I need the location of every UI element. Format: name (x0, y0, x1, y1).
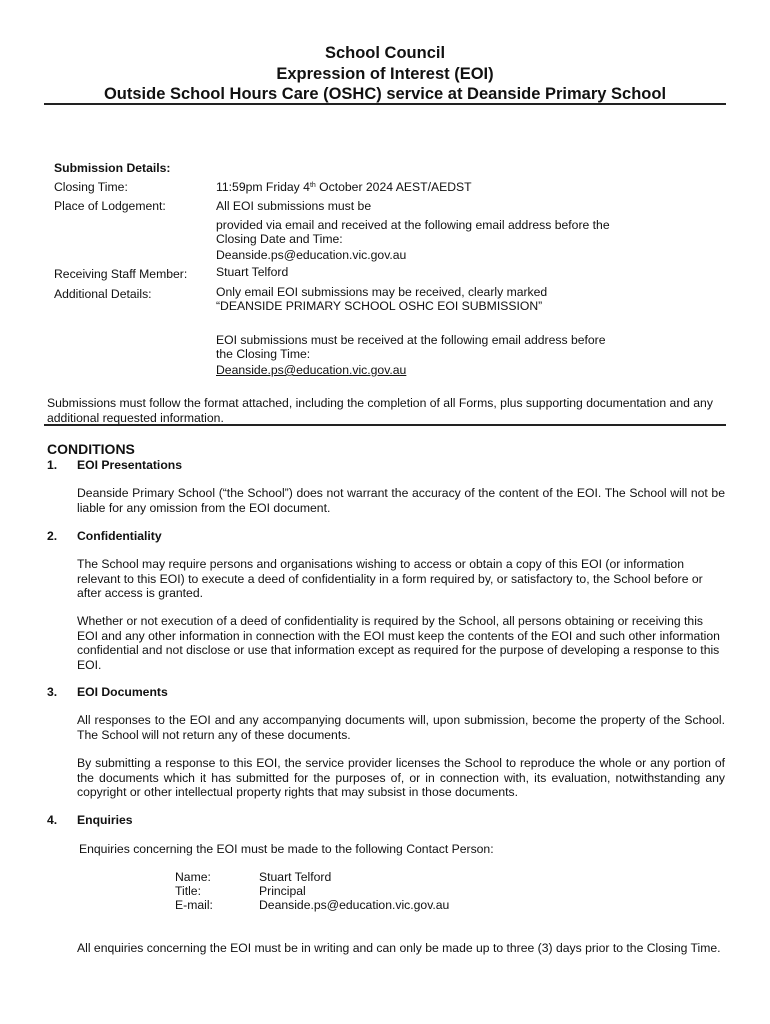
section-2-title: Confidentiality (77, 529, 162, 543)
additional-line-1: Only email EOI submissions may be received, clearly marked (216, 285, 548, 299)
additional-line-2: “DEANSIDE PRIMARY SCHOOL OSHC EOI SUBMISSION” (216, 299, 543, 313)
conditions-heading: CONDITIONS (47, 441, 135, 457)
section-2-paragraph-2: Whether or not execution of a deed of confidentiality is required by the School, all persons obtaining or receiving this EOI and any other information in connection with the EOI must keep the contents of the EOI and such other information confidential and not disclose or use that information except as required for the purpose of developing a response to this EOI. (77, 614, 720, 672)
additional-email-link[interactable]: Deanside.ps@education.vic.gov.au (216, 363, 407, 377)
section-4-number: 4. (47, 813, 58, 827)
closing-time-value: 11:59pm Friday 4th October 2024 AEST/AEDST (216, 180, 472, 194)
header-rule (44, 103, 726, 105)
additional-para2-line-1: EOI submissions must be received at the following email address before (216, 333, 606, 347)
section-1-number: 1. (47, 458, 58, 472)
contact-email-label: E-mail: (175, 898, 213, 912)
submission-heading: Submission Details: (54, 161, 171, 175)
title-line-3: Outside School Hours Care (OSHC) service at Deanside Primary School (103, 85, 667, 103)
additional-details-label: Additional Details: (54, 287, 152, 301)
section-3-number: 3. (47, 685, 58, 699)
place-line-3: Closing Date and Time: (216, 232, 343, 246)
closing-time-label: Closing Time: (54, 180, 128, 194)
title-line-2: Expression of Interest (EOI) (276, 65, 494, 83)
section-3-paragraph-1: All responses to the EOI and any accompanying documents will, upon submission, become the property of the School. The School will not return any of these documents. (77, 713, 725, 742)
format-note: Submissions must follow the format attached, including the completion of all Forms, plus supporting documentation and any additional requested information. (47, 396, 713, 425)
format-rule (44, 424, 726, 426)
section-4-paragraph-2: All enquiries concerning the EOI must be in writing and can only be made up to three (3) days prior to the Closing Time. (77, 941, 721, 955)
section-4-paragraph-1: Enquiries concerning the EOI must be made to the following Contact Person: (79, 842, 494, 856)
receiving-staff-value: Stuart Telford (216, 265, 289, 279)
receiving-staff-label: Receiving Staff Member: (54, 267, 188, 281)
section-2-number: 2. (47, 529, 58, 543)
contact-name-label: Name: (175, 870, 211, 884)
section-3-title: EOI Documents (77, 685, 168, 699)
section-1-title: EOI Presentations (77, 458, 182, 472)
section-3-paragraph-2: By submitting a response to this EOI, the service provider licenses the School to reproduce the whole or any portion of the documents which it has submitted for the purposes of, or in connection with, its evaluation, notwithstanding any copyright or other intellectual property rights that may subsist in those documents. (77, 756, 725, 799)
contact-title: Principal (259, 884, 306, 898)
additional-para2-line-2: the Closing Time: (216, 347, 311, 361)
contact-title-label: Title: (175, 884, 201, 898)
place-line-1: All EOI submissions must be (216, 199, 372, 213)
section-1-paragraph: Deanside Primary School (“the School”) does not warrant the accuracy of the content of the EOI. The School will not be liable for any omission from the EOI document. (77, 486, 725, 515)
section-4-title: Enquiries (77, 813, 133, 827)
title-line-1: School Council (324, 44, 446, 62)
place-email: Deanside.ps@education.vic.gov.au (216, 248, 407, 262)
contact-email[interactable]: Deanside.ps@education.vic.gov.au (259, 898, 450, 912)
section-2-paragraph-1: The School may require persons and organisations wishing to access or obtain a copy of this EOI (or information relevant to this EOI) to execute a deed of confidentiality in a form required by, or satisfactory to, the School before or after access is granted. (77, 557, 703, 600)
contact-name: Stuart Telford (259, 870, 332, 884)
place-of-lodgement-label: Place of Lodgement: (54, 199, 166, 213)
place-line-2: provided via email and received at the following email address before the (216, 218, 610, 232)
